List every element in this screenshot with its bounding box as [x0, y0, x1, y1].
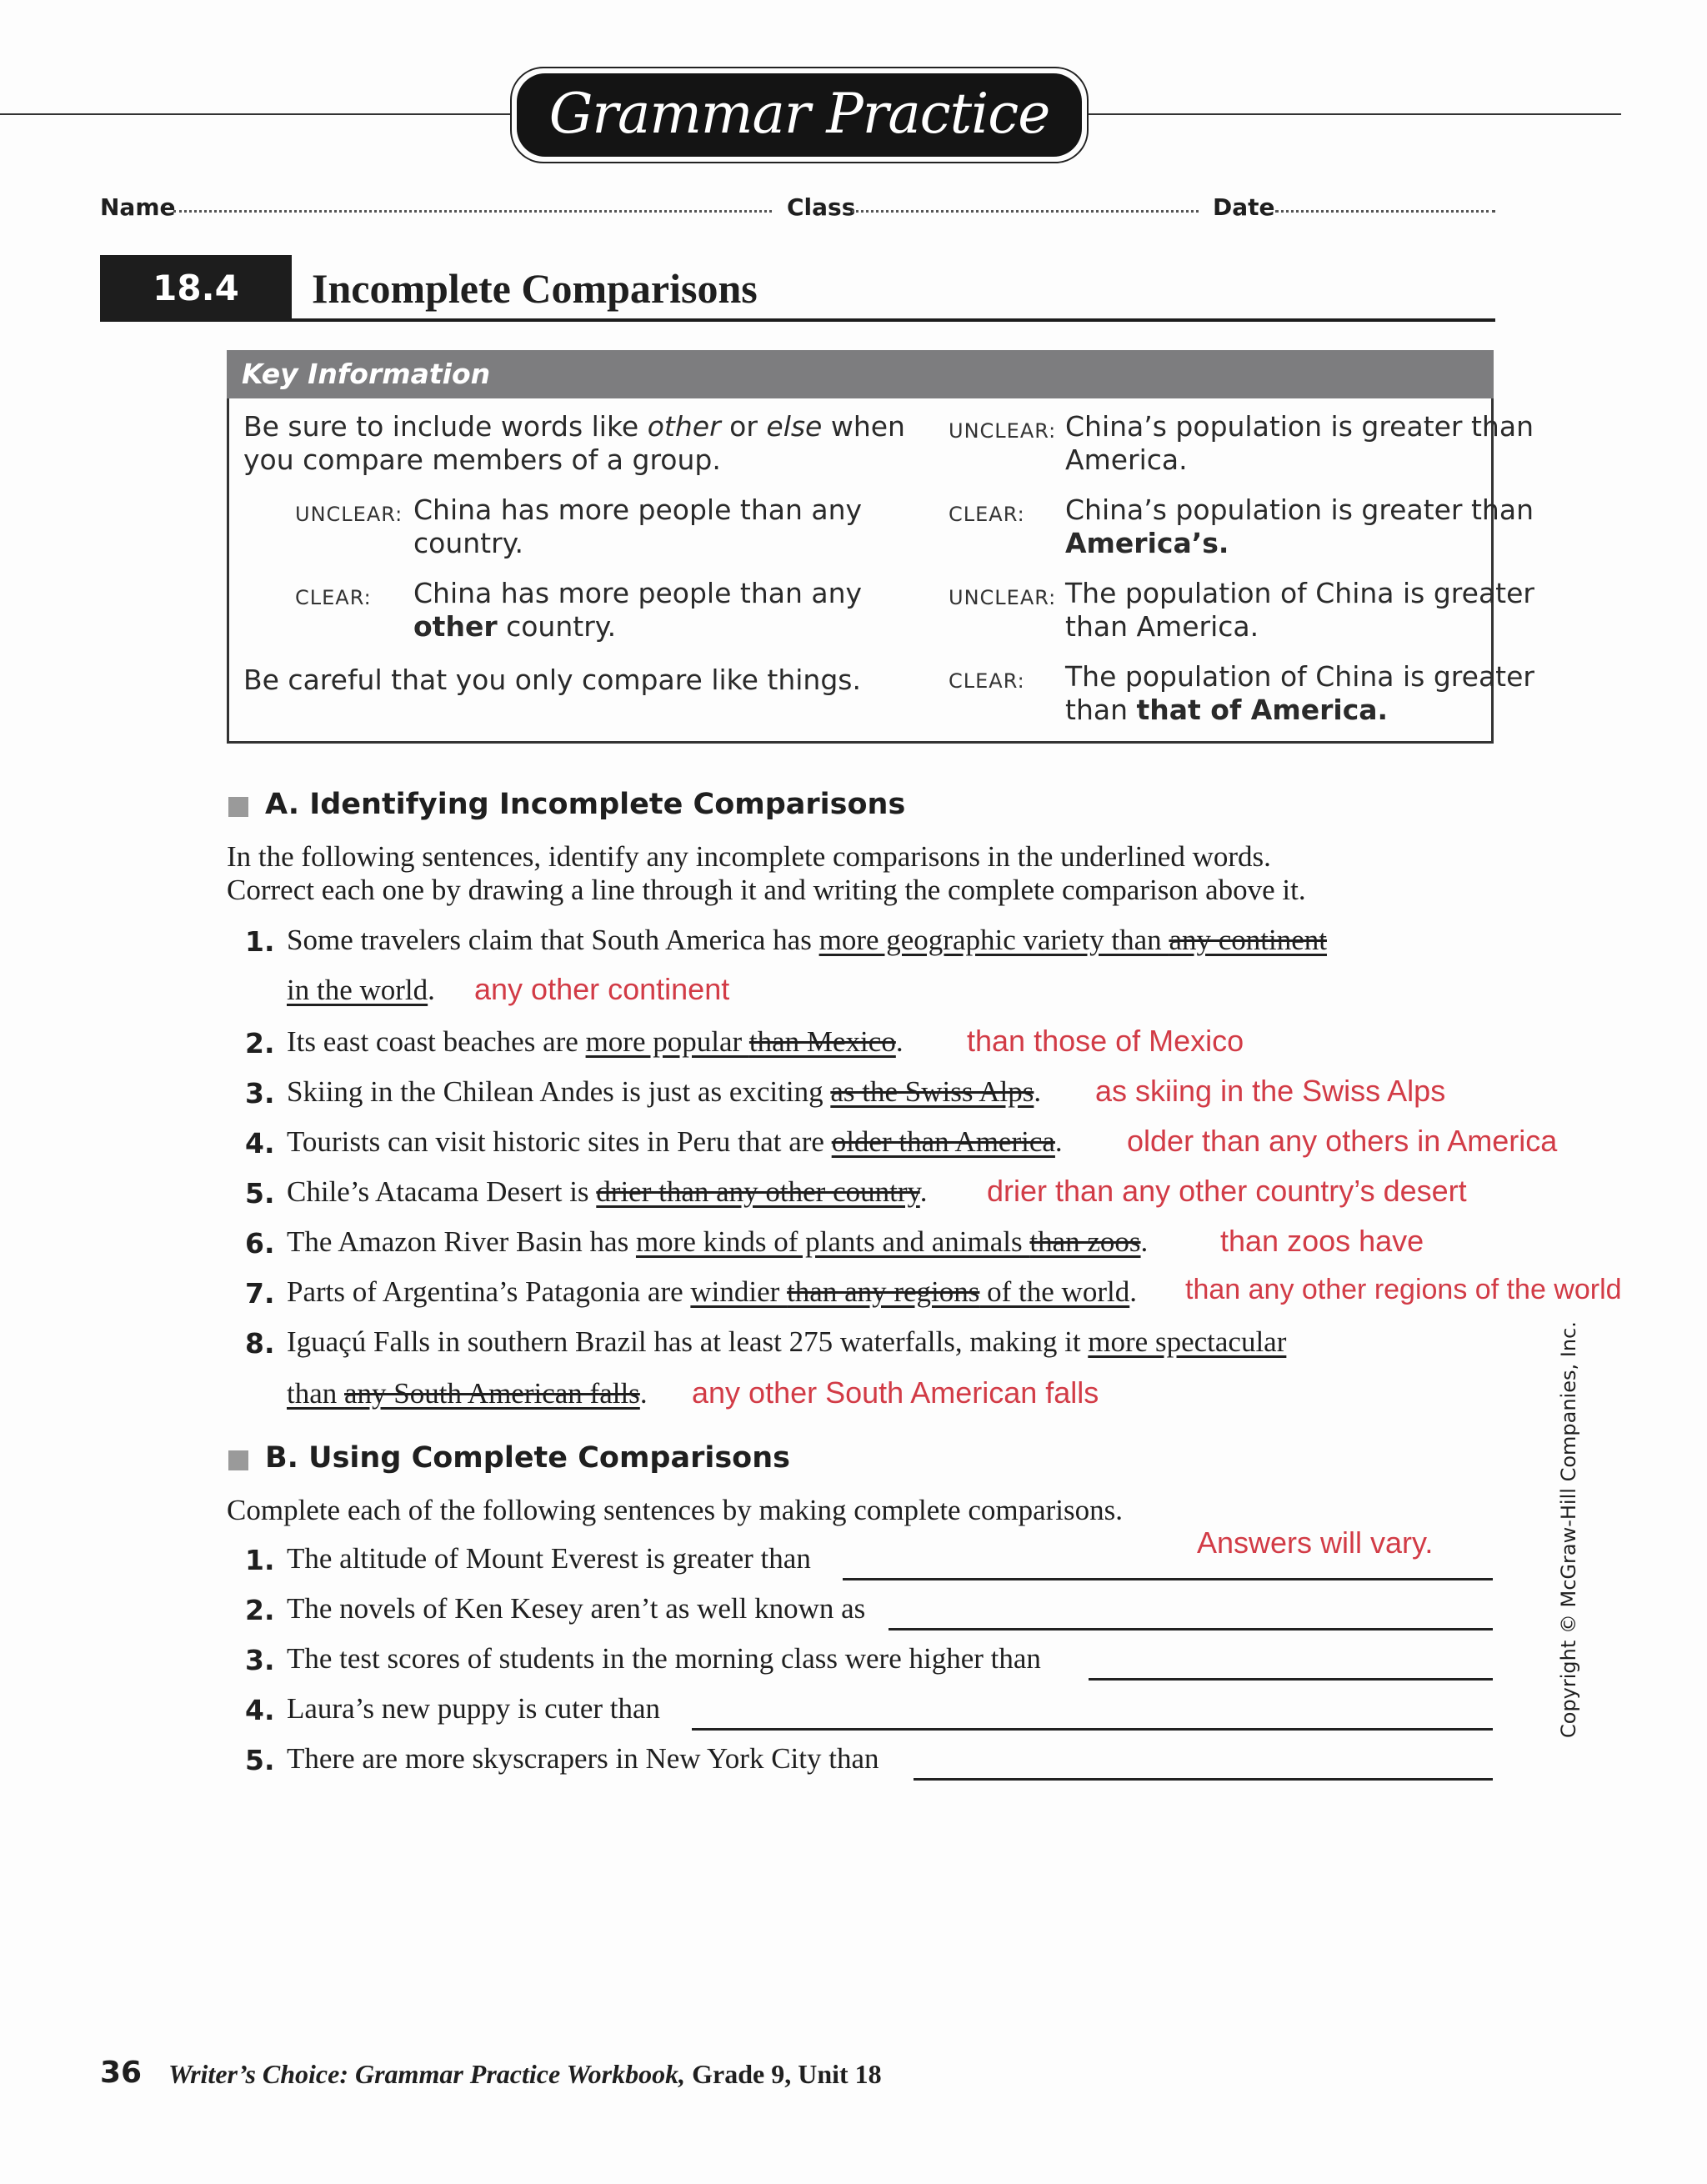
underlined-words: in the world — [287, 974, 428, 1006]
struck-words: than any regions — [787, 1275, 980, 1308]
example-line: The population of China is greater — [1065, 660, 1534, 693]
example-bold: that of America. — [1136, 694, 1389, 726]
example-text — [1065, 577, 1534, 644]
item-sentence: There are more skyscrapers in New York City than — [287, 1742, 879, 1775]
example-line: country. — [497, 610, 617, 643]
sentence-text: . — [1140, 1225, 1149, 1258]
bullet-square — [228, 797, 248, 817]
sentence-text: . — [919, 1175, 928, 1208]
sentence-text: . — [1054, 1125, 1063, 1158]
item-sentence — [287, 1175, 927, 1209]
example-line: China has more people than any — [413, 493, 863, 526]
underlined-words: than — [287, 1377, 345, 1410]
page-number: 36 — [100, 2056, 143, 2090]
example-label: CLEAR: — [949, 669, 1025, 693]
section-rule — [292, 318, 1495, 322]
example-text — [413, 493, 862, 560]
item-number: 3. — [245, 1644, 275, 1676]
key-note: Be careful that you only compare like things. — [243, 664, 861, 696]
answer-text: than those of Mexico — [967, 1024, 1244, 1058]
key-intro-else: else — [766, 410, 823, 443]
item-sentence — [287, 1325, 1286, 1359]
book-grade: Grade 9, Unit 18 — [685, 2059, 882, 2089]
struck-words: drier than any other country — [596, 1175, 920, 1208]
struck-words: any continent — [1169, 924, 1327, 956]
example-line: than — [1065, 694, 1137, 726]
part-a-heading: A. Identifying Incomplete Comparisons — [265, 788, 906, 821]
struck-words: as the Swiss Alps — [830, 1075, 1034, 1108]
example-line: country. — [413, 527, 523, 559]
item-number: 1. — [245, 925, 275, 958]
example-text — [1065, 410, 1534, 477]
class-label: Class — [787, 193, 856, 221]
key-intro-or: or — [720, 410, 767, 443]
example-label: CLEAR: — [949, 503, 1025, 526]
answer-text: any other continent — [474, 972, 730, 1006]
item-sentence-cont — [287, 974, 435, 1007]
name-label: Name — [100, 193, 176, 221]
struck-words: than zoos — [1029, 1225, 1141, 1258]
item-number: 6. — [245, 1227, 275, 1260]
key-intro-other: other — [647, 410, 721, 443]
sentence-text: Skiing in the Chilean Andes is just as exciting — [287, 1075, 831, 1108]
part-a-instructions — [227, 840, 1306, 907]
example-line: China has more people than any — [413, 577, 863, 609]
date-field[interactable] — [1275, 210, 1495, 213]
key-intro — [243, 410, 905, 477]
sentence-text: Some travelers claim that South America has — [287, 924, 819, 956]
book-title: Writer’s Choice: Grammar Practice Workbook, — [168, 2059, 686, 2089]
sentence-text: Tourists can visit historic sites in Peru that are — [287, 1125, 832, 1158]
key-intro-text: Be sure to include words like — [243, 410, 648, 443]
item-number: 7. — [245, 1277, 275, 1310]
bullet-square — [228, 1450, 248, 1470]
underlined-words: more popular — [585, 1025, 749, 1058]
item-number: 5. — [245, 1744, 275, 1776]
answer-blank[interactable] — [843, 1578, 1493, 1580]
item-sentence-cont — [287, 1377, 648, 1410]
underlined-words: more kinds of plants and animals — [635, 1225, 1030, 1258]
sentence-text: . — [1129, 1275, 1137, 1308]
section-title: Incomplete Comparisons — [312, 265, 758, 312]
example-line: China’s population is greater than — [1065, 410, 1534, 443]
example-text — [1065, 493, 1534, 560]
item-sentence — [287, 1275, 1137, 1309]
class-field[interactable] — [852, 210, 1199, 213]
item-sentence: The novels of Ken Kesey aren’t as well known as — [287, 1592, 866, 1625]
example-line: China’s population is greater than — [1065, 493, 1534, 526]
answer-blank[interactable] — [692, 1728, 1493, 1731]
struck-words: older than America — [831, 1125, 1055, 1158]
item-sentence: The altitude of Mount Everest is greater than — [287, 1542, 811, 1575]
example-label: UNCLEAR: — [295, 503, 403, 526]
answer-text: as skiing in the Swiss Alps — [1095, 1074, 1446, 1108]
item-number: 4. — [245, 1694, 275, 1726]
answer-text: than any other regions of the world — [1185, 1274, 1622, 1305]
sentence-text: . — [428, 974, 435, 1006]
item-number: 2. — [245, 1027, 275, 1059]
answer-blank[interactable] — [914, 1778, 1493, 1781]
section-number: 18.4 — [100, 255, 292, 322]
example-line: The population of China is greater — [1065, 577, 1534, 609]
instruction-line: Correct each one by drawing a line through it and writing the complete comparison above it. — [227, 874, 1306, 906]
example-line: America. — [1065, 443, 1188, 476]
answer-note: Answers will vary. — [1197, 1525, 1434, 1560]
key-info-heading: Key Information — [227, 350, 1494, 398]
item-sentence: Laura’s new puppy is cuter than — [287, 1692, 661, 1725]
answer-text: any other South American falls — [692, 1375, 1099, 1410]
example-label: CLEAR: — [295, 586, 372, 609]
sentence-text: Parts of Argentina’s Patagonia are — [287, 1275, 691, 1308]
sentence-text: Its east coast beaches are — [287, 1025, 586, 1058]
item-sentence — [287, 1075, 1041, 1109]
answer-text: drier than any other country’s desert — [987, 1174, 1467, 1208]
item-sentence — [287, 1025, 904, 1059]
example-label: UNCLEAR: — [949, 419, 1057, 443]
footer-title — [168, 2059, 882, 2090]
name-field[interactable] — [173, 210, 772, 213]
example-bold: America’s. — [1065, 527, 1229, 559]
sentence-text: . — [1034, 1075, 1042, 1108]
item-sentence — [287, 924, 1327, 957]
part-b-instructions: Complete each of the following sentences by making complete comparisons. — [227, 1494, 1123, 1526]
instruction-line: In the following sentences, identify any incomplete comparisons in the underlined words. — [227, 840, 1271, 873]
sentence-text: . — [639, 1377, 648, 1410]
item-number: 4. — [245, 1127, 275, 1160]
item-number: 8. — [245, 1327, 275, 1360]
underlined-words: of the world — [979, 1275, 1130, 1308]
example-bold: other — [413, 610, 498, 643]
item-number: 1. — [245, 1544, 275, 1576]
item-sentence — [287, 1125, 1063, 1159]
answer-text: than zoos have — [1220, 1224, 1424, 1258]
key-intro-line2: you compare members of a group. — [243, 443, 721, 476]
sentence-text: Iguaçú Falls in southern Brazil has at least 275 waterfalls, making it — [287, 1325, 1089, 1358]
date-label: Date — [1213, 193, 1275, 221]
copyright-notice: Copyright © McGraw-Hill Companies, Inc. — [1557, 1321, 1580, 1738]
sentence-text: . — [895, 1025, 904, 1058]
answer-blank[interactable] — [1089, 1678, 1493, 1681]
item-sentence — [287, 1225, 1148, 1259]
answer-blank[interactable] — [889, 1628, 1493, 1630]
underlined-words: more geographic variety than — [818, 924, 1169, 956]
underlined-words: more spectacular — [1088, 1325, 1287, 1358]
answer-text: older than any others in America — [1127, 1124, 1558, 1158]
example-text — [1065, 660, 1534, 727]
item-sentence: The test scores of students in the morning class were higher than — [287, 1642, 1041, 1675]
struck-words: any South American falls — [344, 1377, 640, 1410]
underlined-words: windier — [690, 1275, 788, 1308]
sentence-text: Chile’s Atacama Desert is — [287, 1175, 597, 1208]
example-text — [413, 577, 862, 644]
sentence-text: The Amazon River Basin has — [287, 1225, 636, 1258]
item-number: 2. — [245, 1594, 275, 1626]
item-number: 5. — [245, 1177, 275, 1210]
key-intro-when: when — [822, 410, 905, 443]
struck-words: than Mexico — [748, 1025, 896, 1058]
banner-title: Grammar Practice — [517, 73, 1082, 157]
example-label: UNCLEAR: — [949, 586, 1057, 609]
part-b-heading: B. Using Complete Comparisons — [265, 1441, 790, 1475]
example-line: than America. — [1065, 610, 1259, 643]
item-number: 3. — [245, 1077, 275, 1110]
